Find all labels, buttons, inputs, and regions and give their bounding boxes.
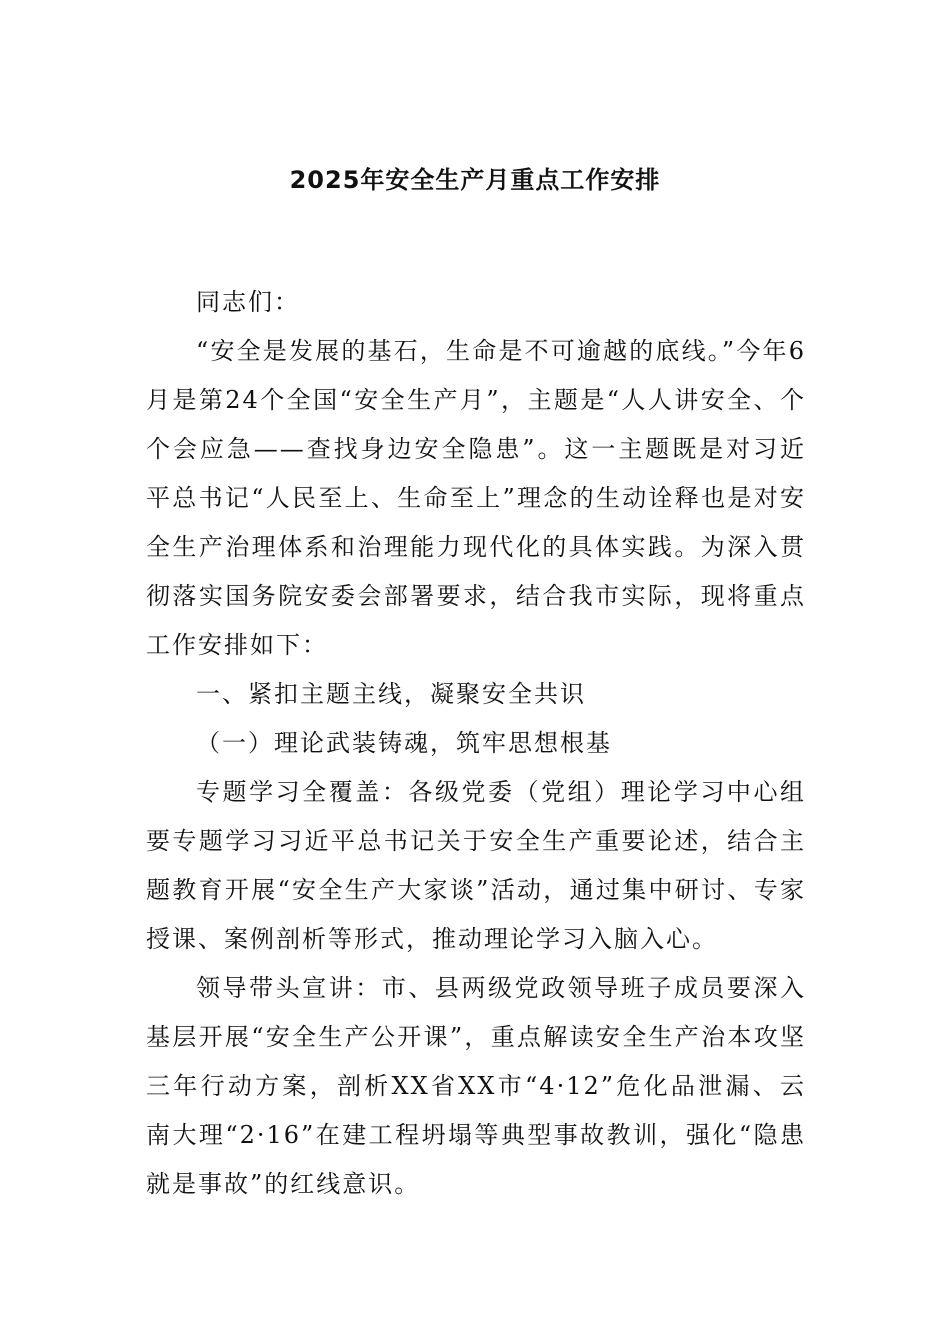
document-body	[146, 278, 806, 1209]
document-title: 2025年安全生产月重点工作安排	[289, 166, 661, 194]
paragraph-lecture: 领导带头宣讲：市、县两级党政领导班子成员要深入基层开展“安全生产公开课”，重点解读安全生产治本攻坚三年行动方案，剖析XX省XX市“4·12”危化品泄漏、云南大理“2·16”在建工程坍塌等典型事故教训，强化“隐患就是事故”的红线意识。	[146, 974, 806, 1198]
section-heading: 一、紧扣主题主线，凝聚安全共识	[196, 680, 586, 708]
paragraph-intro: “安全是发展的基石，生命是不可逾越的底线。”今年6月是第24个全国“安全生产月”，主题是“人人讲安全、个个会应急——查找身边安全隐患”。这一主题既是对习近平总书记“人民至上、生命至上”理念的生动诠释也是对安全生产治理体系和治理能力现代化的具体实践。为深入贯彻落实国务院安委会部署要求，结合我市实际，现将重点工作安排如下：	[146, 337, 806, 659]
paragraph-study: 专题学习全覆盖：各级党委（党组）理论学习中心组要专题学习习近平总书记关于安全生产重要论述，结合主题教育开展“安全生产大家谈”活动，通过集中研讨、专家授课、案例剖析等形式，推动理论学习入脑入心。	[146, 778, 806, 953]
salutation: 同志们：	[196, 288, 300, 316]
subsection-heading: （一）理论武装铸魂，筑牢思想根基	[196, 729, 612, 757]
